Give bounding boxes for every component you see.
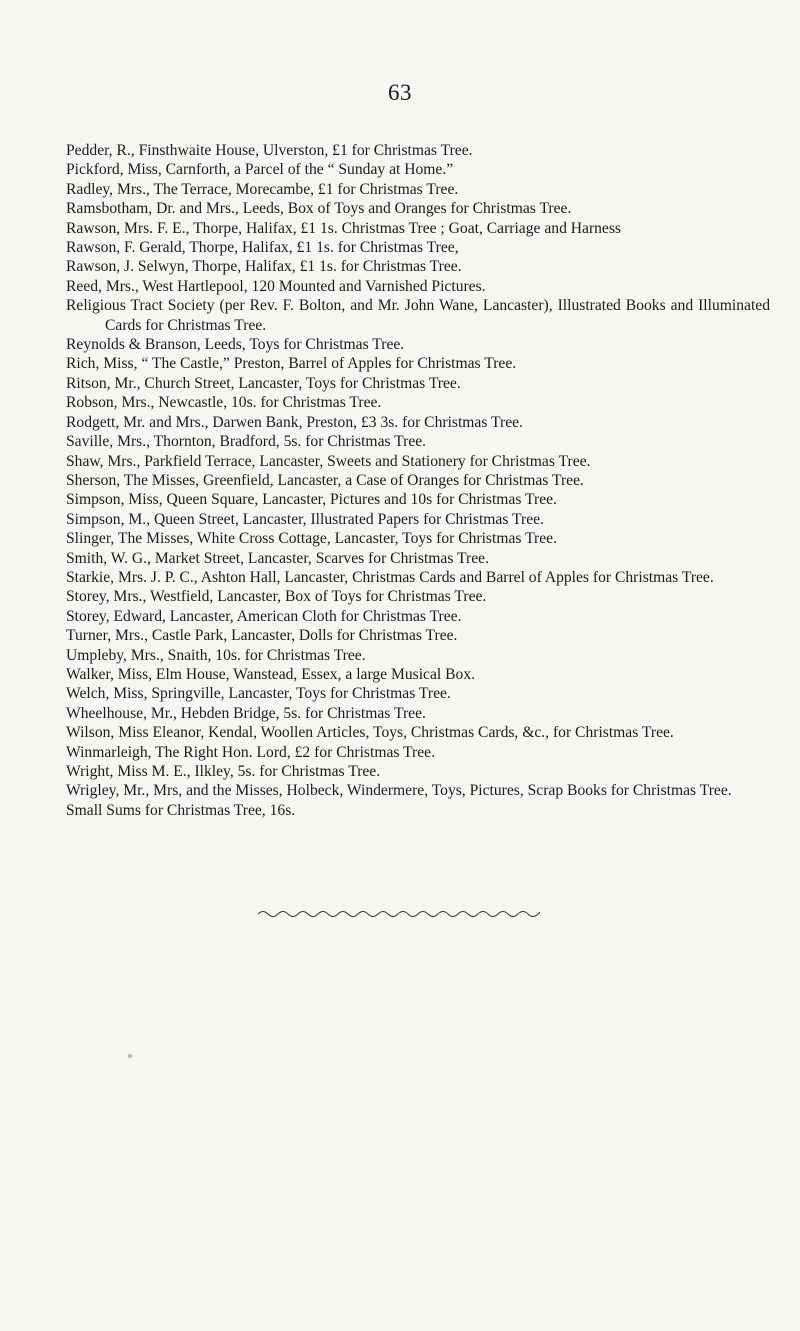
donor-entry: Radley, Mrs., The Terrace, Morecambe, £1 for Christmas Tree. — [66, 180, 459, 198]
donor-entry: Rawson, J. Selwyn, Thorpe, Halifax, £1 1s. for Christmas Tree. — [66, 258, 462, 276]
donor-entry: Wheelhouse, Mr., Hebden Bridge, 5s. for Christmas Tree. — [66, 704, 426, 722]
donor-entry: Small Sums for Christmas Tree, 16s. — [66, 801, 296, 819]
donor-entry: Ritson, Mr., Church Street, Lancaster, Toys for Christmas Tree. — [66, 374, 461, 392]
wavy-rule-ornament — [258, 908, 540, 920]
donor-entry: Rawson, Mrs. F. E., Thorpe, Halifax, £1 1s. Christmas Tree ; Goat, Carriage and Harness — [66, 219, 621, 237]
donor-entry: Religious Tract Society (per Rev. F. Bolton, and Mr. John Wane, Lancaster), Illustrated Books and Illuminated Cards for Christmas Tree. — [66, 297, 770, 334]
donor-entry: Shaw, Mrs., Parkfield Terrace, Lancaster, Sweets and Stationery for Christmas Tree. — [66, 452, 591, 470]
donor-entry: Wilson, Miss Eleanor, Kendal, Woollen Articles, Toys, Christmas Cards, &c., for Christmas Tree. — [66, 724, 674, 742]
donor-entry: Slinger, The Misses, White Cross Cottage, Lancaster, Toys for Christmas Tree. — [66, 530, 557, 548]
donor-entry: Pickford, Miss, Carnforth, a Parcel of the “ Sunday at Home.” — [66, 161, 454, 179]
paper-speck — [128, 1054, 132, 1058]
donor-entry: Rodgett, Mr. and Mrs., Darwen Bank, Preston, £3 3s. for Christmas Tree. — [66, 413, 523, 431]
donor-entry: Reed, Mrs., West Hartlepool, 120 Mounted and Varnished Pictures. — [66, 277, 486, 295]
donor-entry: Rich, Miss, “ The Castle,” Preston, Barrel of Apples for Christmas Tree. — [66, 355, 517, 373]
donor-entry: Rawson, F. Gerald, Thorpe, Halifax, £1 1s. for Christmas Tree, — [66, 239, 459, 257]
donor-entry: Storey, Edward, Lancaster, American Cloth for Christmas Tree. — [66, 607, 462, 625]
donor-entry: Turner, Mrs., Castle Park, Lancaster, Dolls for Christmas Tree. — [66, 627, 458, 645]
donor-entry: Simpson, Miss, Queen Square, Lancaster, Pictures and 10s for Christmas Tree. — [66, 491, 557, 509]
donor-entry: Ramsbotham, Dr. and Mrs., Leeds, Box of Toys and Oranges for Christmas Tree. — [66, 200, 572, 218]
donor-entry: Welch, Miss, Springville, Lancaster, Toys for Christmas Tree. — [66, 685, 451, 703]
donor-entry: Reynolds & Branson, Leeds, Toys for Christmas Tree. — [66, 336, 405, 354]
donor-entry: Winmarleigh, The Right Hon. Lord, £2 for Christmas Tree. — [66, 743, 435, 761]
donor-entry: Umpleby, Mrs., Snaith, 10s. for Christmas Tree. — [66, 646, 366, 664]
donor-list — [66, 141, 770, 820]
donor-entry: Robson, Mrs., Newcastle, 10s. for Christmas Tree. — [66, 394, 382, 412]
donor-entry: Simpson, M., Queen Street, Lancaster, Illustrated Papers for Christmas Tree. — [66, 510, 544, 528]
donor-entry: Storey, Mrs., Westfield, Lancaster, Box of Toys for Christmas Tree. — [66, 588, 487, 606]
donor-entry: Walker, Miss, Elm House, Wanstead, Essex, a large Musical Box. — [66, 665, 476, 683]
donor-entry: Wrigley, Mr., Mrs, and the Misses, Holbeck, Windermere, Toys, Pictures, Scrap Books for Christmas Tree. — [66, 782, 732, 800]
donor-entry: Wright, Miss M. E., Ilkley, 5s. for Christmas Tree. — [66, 763, 381, 780]
page-number: 63 — [388, 80, 412, 105]
donor-entry: Smith, W. G., Market Street, Lancaster, Scarves for Christmas Tree. — [66, 549, 489, 567]
donor-entry: Saville, Mrs., Thornton, Bradford, 5s. for Christmas Tree. — [66, 433, 427, 451]
donor-entry: Pedder, R., Finsthwaite House, Ulverston, £1 for Christmas Tree. — [66, 142, 473, 159]
donor-entry: Sherson, The Misses, Greenfield, Lancaster, a Case of Oranges for Christmas Tree. — [66, 471, 584, 489]
donor-entry: Starkie, Mrs. J. P. C., Ashton Hall, Lancaster, Christmas Cards and Barrel of Apples for Christmas Tree. — [66, 568, 714, 586]
